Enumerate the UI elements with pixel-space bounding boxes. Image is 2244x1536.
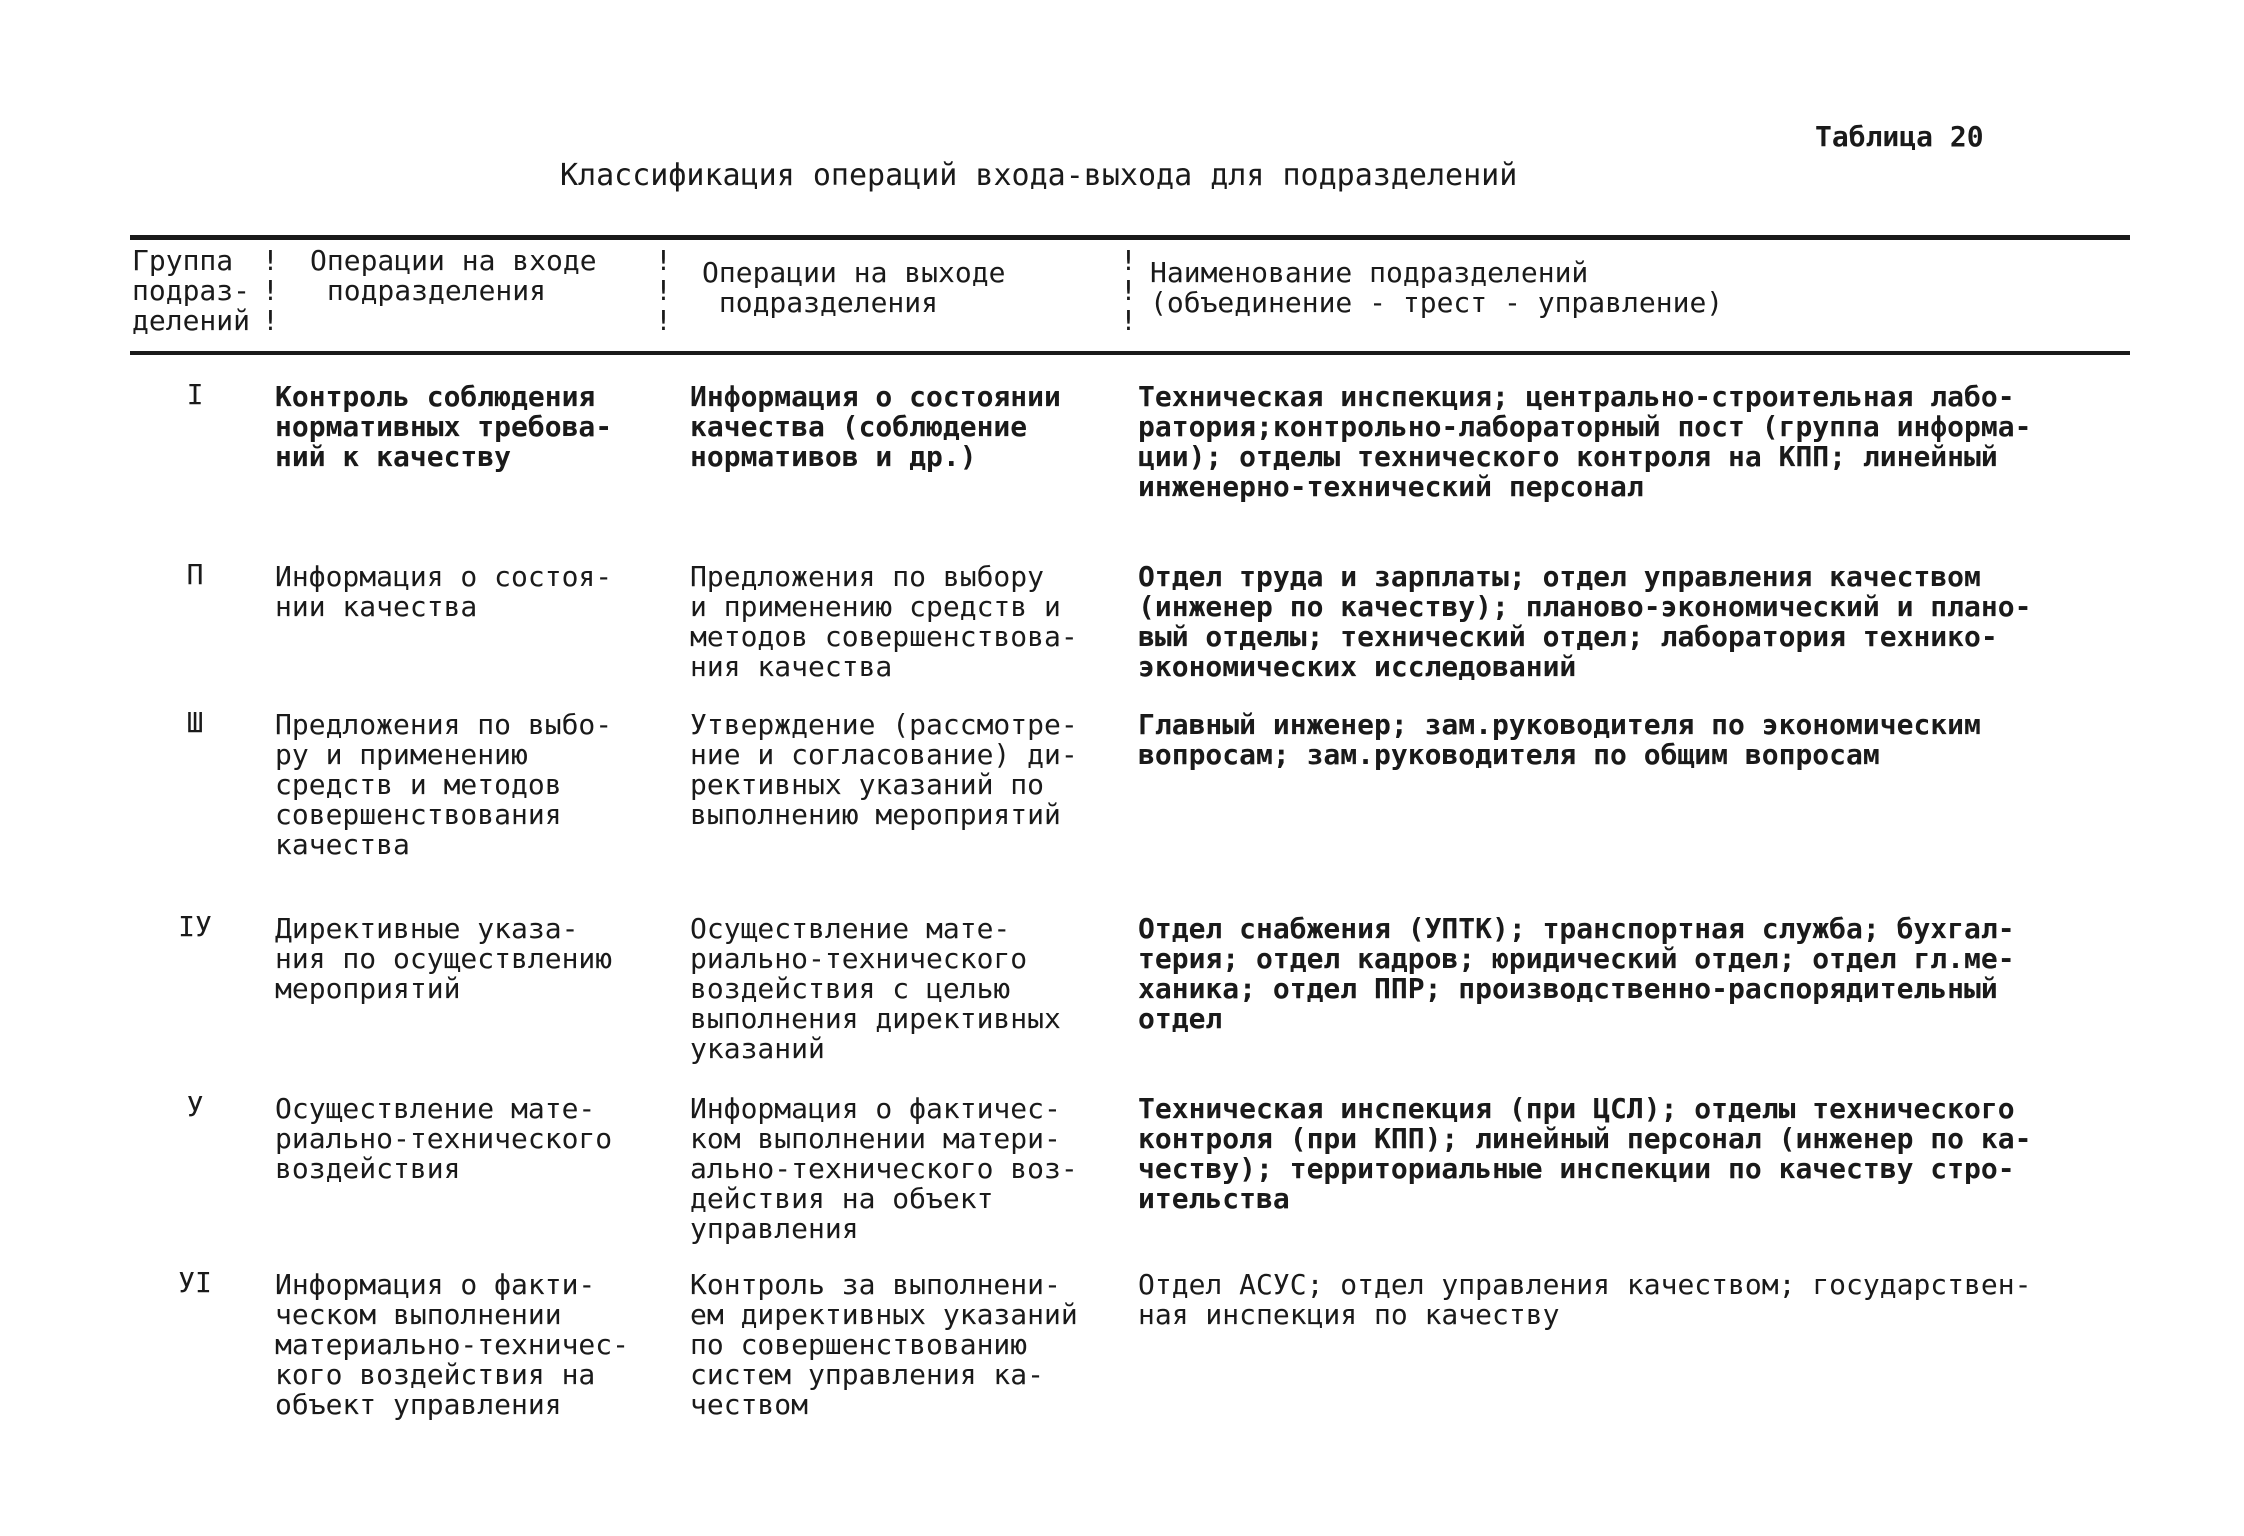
row-department-name: Главный инженер; зам.руководителя по экономическим вопросам; зам.руководителя по общим вопросам	[1138, 708, 1981, 771]
table-title: Классификация операций входа-выхода для подразделений	[560, 158, 1518, 193]
header-separator: ! ! !	[1120, 244, 1137, 337]
row-input-operation: Директивные указа- ния по осуществлению мероприятий	[275, 912, 613, 1005]
header-department-name: Наименование подразделений (объединение - трест - управление)	[1150, 256, 1724, 319]
row-group-number: УI	[178, 1266, 212, 1299]
row-output-operation: Осуществление мате- риально-технического воздействия с целью выполнения директивных указаний	[690, 912, 1061, 1065]
row-group-number: IУ	[178, 910, 212, 943]
row-group-number: У	[186, 1090, 204, 1123]
row-department-name: Отдел АСУС; отдел управления качеством; государствен- ная инспекция по качеству	[1138, 1268, 2032, 1331]
row-output-operation: Предложения по выбору и применению средств и методов совершенствова- ния качества	[690, 560, 1078, 683]
row-department-name: Техническая инспекция (при ЦСЛ); отделы технического контроля (при КПП); линейный персонал (инженер по ка- честву); территориальные инспекции по качеству стро- ительства	[1138, 1092, 2032, 1215]
row-output-operation: Информация о фактичес- ком выполнении матери- ально-технического воз- действия на объект управления	[690, 1092, 1078, 1245]
row-output-operation: Информация о состоянии качества (соблюдение нормативов и др.)	[690, 380, 1061, 473]
table-label: Таблица 20	[1815, 120, 1984, 153]
header-output-operations: Операции на выходе подразделения	[702, 256, 1006, 319]
row-input-operation: Информация о состоя- нии качества	[275, 560, 613, 623]
row-input-operation: Осуществление мате- риально-технического воздействия	[275, 1092, 613, 1185]
row-output-operation: Контроль за выполнени- ем директивных указаний по совершенствованию систем управления ка- чеством	[690, 1268, 1078, 1421]
header-input-operations: Операции на входе подразделения	[310, 244, 597, 307]
header-separator: ! ! !	[655, 244, 672, 337]
row-department-name: Отдел труда и зарплаты; отдел управления качеством (инженер по качеству); планово-экономический и плано- вый отделы; технический отдел; лаборатория технико- экономических исследований	[1138, 560, 2032, 683]
row-group-number: I	[186, 378, 204, 411]
table-header-rule	[130, 351, 2130, 355]
row-department-name: Отдел снабжения (УПТК); транспортная служба; бухгал- терия; отдел кадров; юридический отдел; отдел гл.ме- ханика; отдел ППР; производственно-распорядительный отдел	[1138, 912, 2015, 1035]
row-input-operation: Предложения по выбо- ру и применению средств и методов совершенствования качества	[275, 708, 613, 861]
row-group-number: П	[186, 558, 204, 591]
header-separator: ! ! !	[262, 244, 279, 337]
header-group: Группа подраз- делений	[132, 244, 251, 337]
row-output-operation: Утверждение (рассмотре- ние и согласование) ди- рективных указаний по выполнению мероприятий	[690, 708, 1078, 831]
table-top-rule	[130, 235, 2130, 240]
row-input-operation: Информация о факти- ческом выполнении материально-техничес- кого воздействия на объект управления	[275, 1268, 630, 1421]
row-group-number: Ш	[186, 706, 204, 739]
row-department-name: Техническая инспекция; центрально-строительная лабо- ратория;контрольно-лабораторный пост (группа информа- ции); отделы технического контроля на КПП; линейный инженерно-технический персонал	[1138, 380, 2032, 503]
row-input-operation: Контроль соблюдения нормативных требова- ний к качеству	[275, 380, 613, 473]
